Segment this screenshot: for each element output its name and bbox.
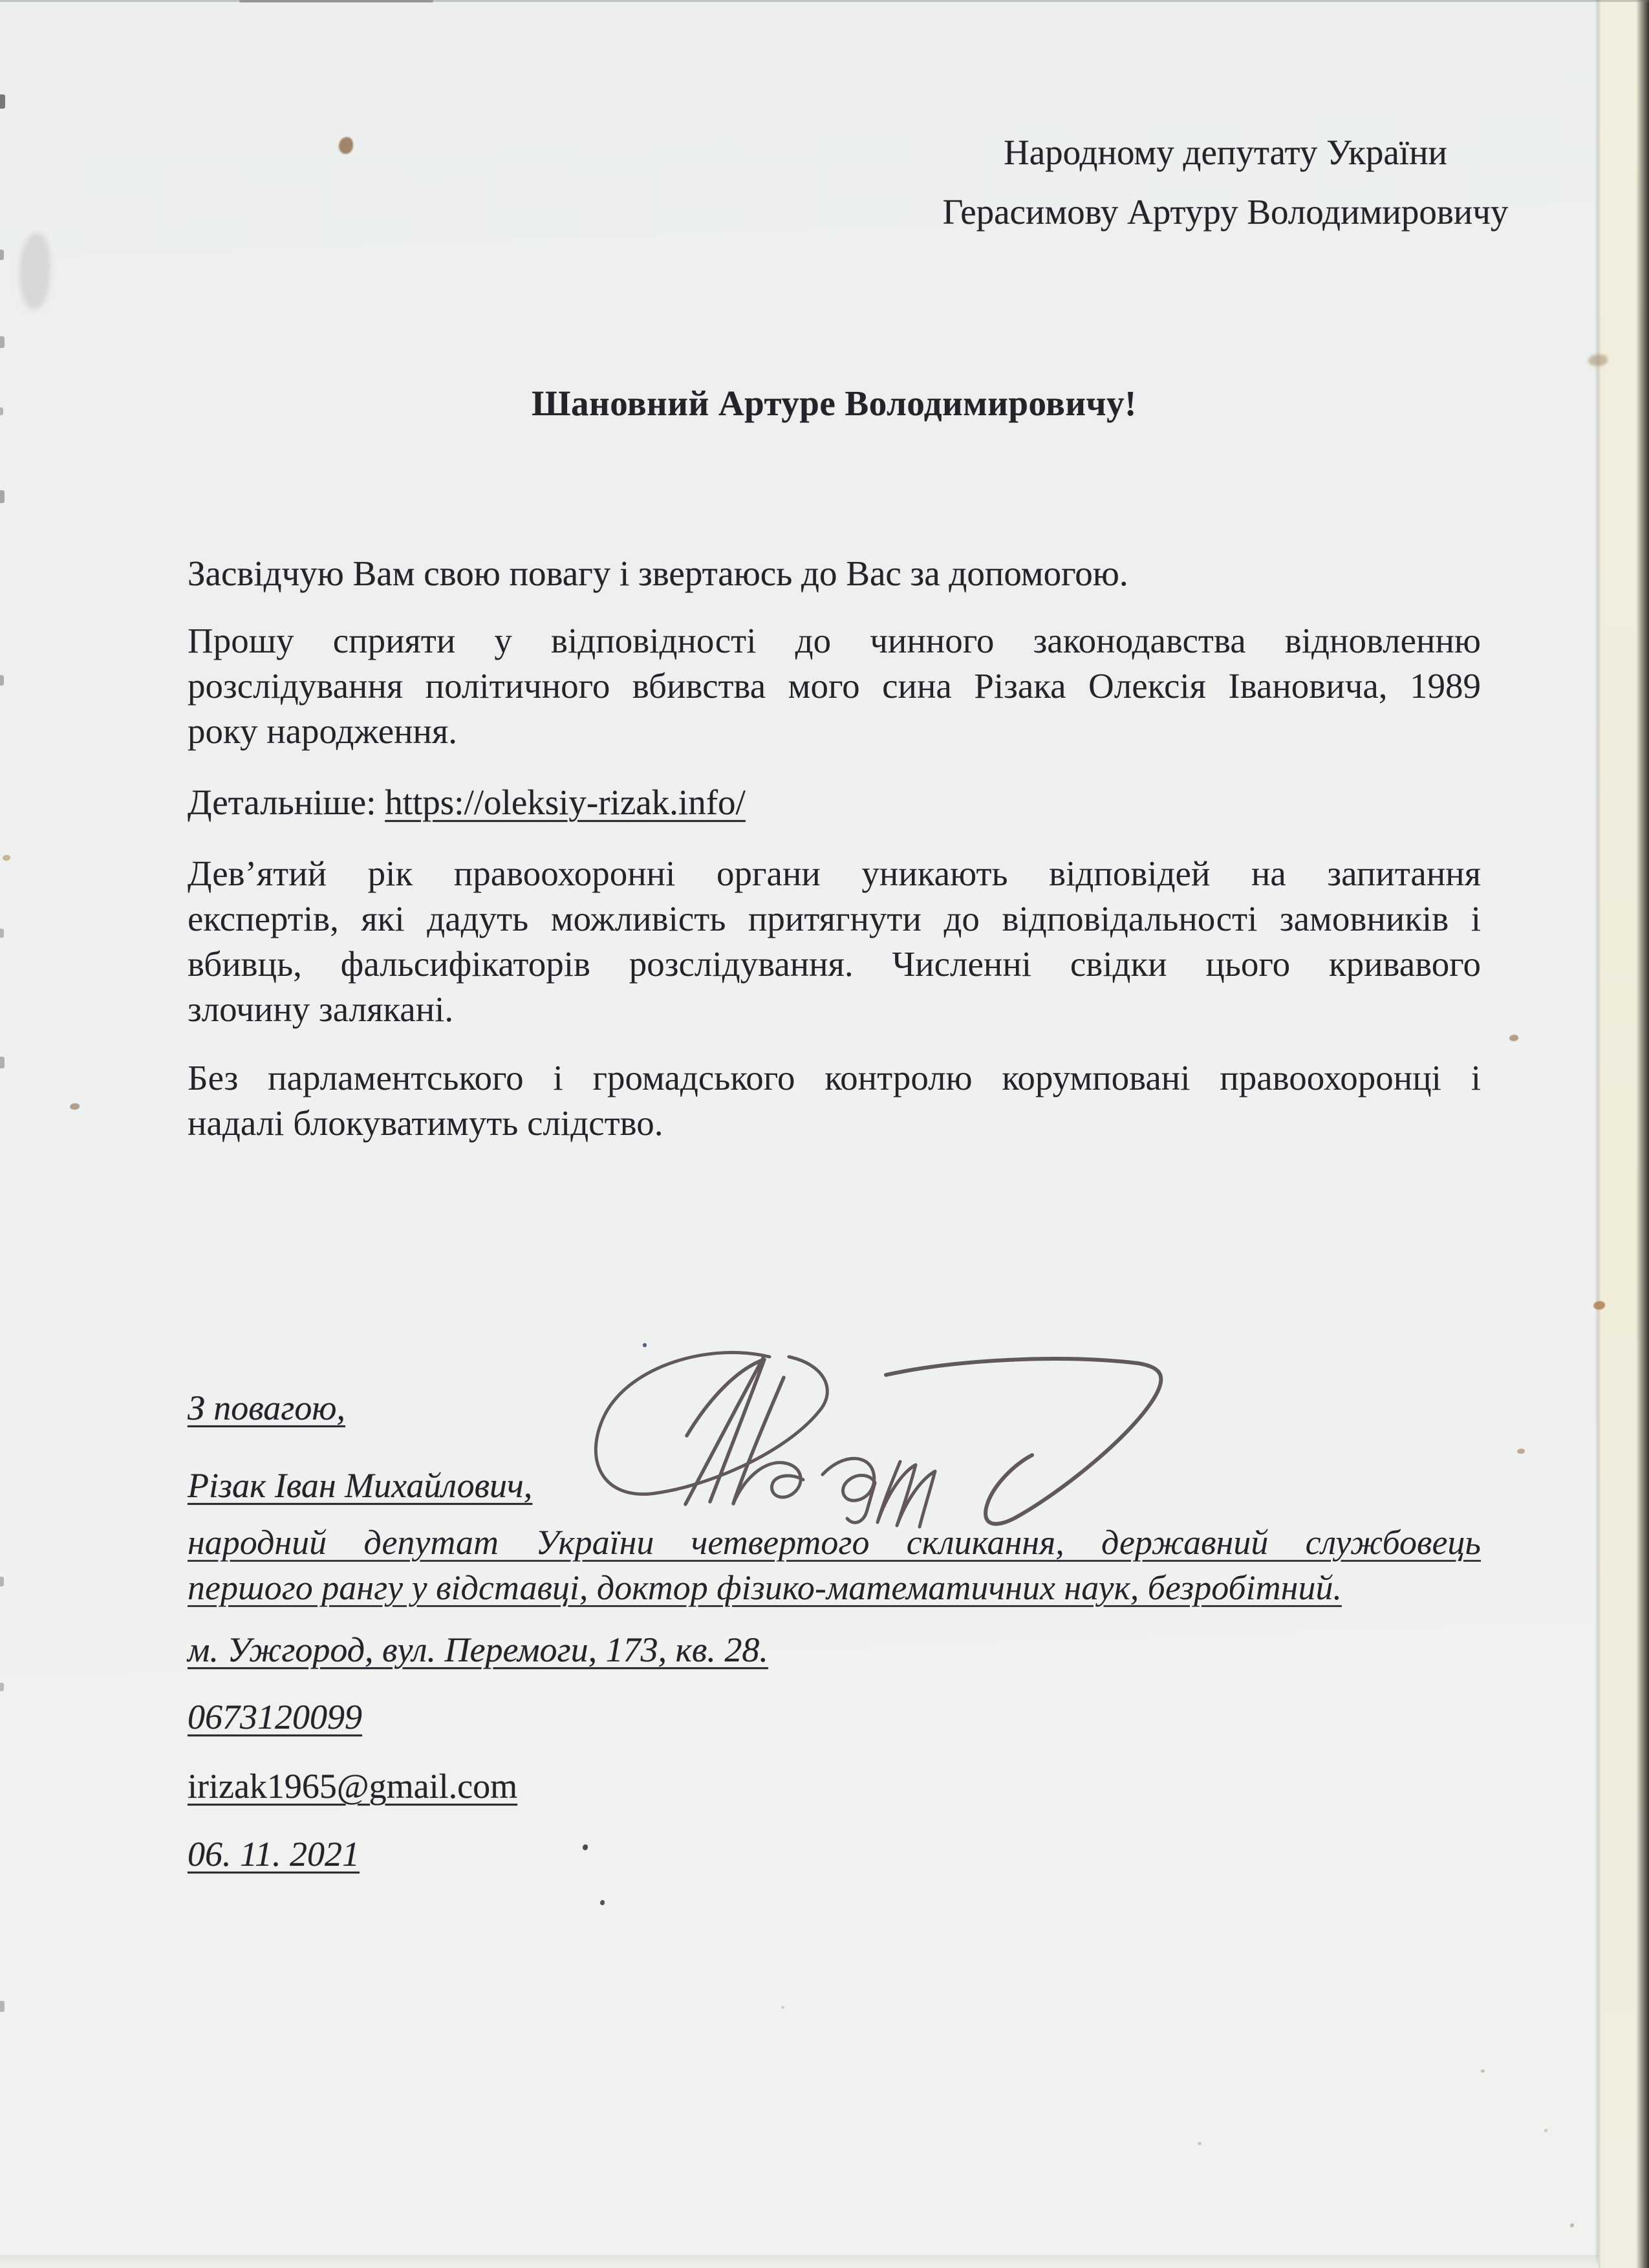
details-line xyxy=(188,780,1481,825)
sender-address: м. Ужгород, вул. Перемоги, 173, кв. 28. xyxy=(188,1630,768,1669)
details-label: Детальніше: xyxy=(188,783,376,822)
scan-smudge xyxy=(1588,354,1608,366)
recipient-line-1: Народному депутату України xyxy=(1004,133,1447,172)
paragraph-4-line-3: вбивць, фальсифікаторів розслідування. Численні свідки цього кривавого xyxy=(188,944,1481,984)
scan-artifact xyxy=(239,0,433,3)
recipient-line-2: Герасимову Артуру Володимировичу xyxy=(942,192,1509,232)
paragraph-1-line-1: Засвідчую Вам свою повагу і звертаюсь до Вас за допомогою. xyxy=(188,554,1128,593)
edge-mark xyxy=(0,2001,5,2012)
scanner-dark-edge xyxy=(1636,0,1649,2268)
ink-dot xyxy=(643,1343,647,1347)
letter-date: 06. 11. 2021 xyxy=(188,1835,360,1874)
edge-mark xyxy=(0,490,5,503)
recipient-block xyxy=(828,123,1623,242)
signature-image xyxy=(569,1324,1190,1531)
paragraph-5-line-1: Без парламентського і громадського контролю корумповані правоохоронці і xyxy=(188,1058,1481,1097)
paragraph-4 xyxy=(188,851,1481,1032)
sender-title-line-2: першого рангу у відставці, доктор фізико-математичних наук, безробітний. xyxy=(188,1568,1342,1607)
scan-speck xyxy=(1570,2223,1574,2227)
paragraph-5-line-2: надалі блокуватимуть слідство. xyxy=(188,1103,663,1143)
closing-line: З повагою, xyxy=(188,1388,345,1427)
paragraph-2-line-3: року народження. xyxy=(188,711,458,751)
scan-speck xyxy=(1198,2142,1202,2145)
sender-phone: 0673120099 xyxy=(188,1698,362,1736)
ink-dot xyxy=(583,1844,588,1850)
scan-speck xyxy=(1593,1301,1605,1310)
scan-speck xyxy=(1509,1035,1518,1041)
paragraph-2 xyxy=(188,618,1481,754)
scan-speck xyxy=(1481,2069,1485,2073)
paragraph-4-line-2: експертів, які дадуть можливість притягнути до відповідальності замовників і xyxy=(188,899,1481,938)
scan-speck xyxy=(339,137,353,154)
paragraph-2-line-2: розслідування політичного вбивства мого сина Різака Олексія Івановича, 1989 xyxy=(188,666,1481,706)
details-link[interactable]: https://oleksiy-rizak.info/ xyxy=(385,783,746,822)
ink-dot xyxy=(600,1900,605,1905)
salutation: Шановний Артуре Володимировичу! xyxy=(532,383,1137,423)
paper-right-edge xyxy=(1595,0,1601,2268)
sender-title xyxy=(188,1520,1481,1610)
sender-name: Різак Іван Михайлович, xyxy=(188,1466,533,1505)
edge-mark xyxy=(0,407,3,415)
paragraph-5 xyxy=(188,1055,1481,1146)
edge-mark xyxy=(0,1057,5,1068)
sender-email: irizak1965@gmail.com xyxy=(188,1767,518,1806)
scan-speck xyxy=(1544,2129,1547,2132)
paragraph-4-line-4: злочину залякані. xyxy=(188,989,454,1029)
scan-speck xyxy=(781,2006,784,2009)
edge-mark xyxy=(0,336,5,348)
edge-mark xyxy=(0,929,4,938)
edge-mark xyxy=(0,1683,4,1691)
paper-bottom-edge xyxy=(0,2255,1599,2268)
scan-speck xyxy=(1517,1449,1525,1454)
scan-smudge xyxy=(19,233,50,309)
sender-title-line-1: народний депутат України четвертого скликання, державний службовець xyxy=(188,1523,1481,1562)
scan-speck xyxy=(70,1103,80,1110)
edge-mark xyxy=(0,1577,4,1586)
edge-mark xyxy=(0,675,4,686)
edge-mark xyxy=(0,94,5,109)
paragraph-4-line-1: Дев’ятий рік правоохоронні органи уникають відповідей на запитання xyxy=(188,854,1481,893)
edge-mark xyxy=(0,250,4,260)
paragraph-2-line-1: Прошу сприяти у відповідності до чинного законодавства відновленню xyxy=(188,621,1481,660)
scan-speck xyxy=(3,855,10,861)
